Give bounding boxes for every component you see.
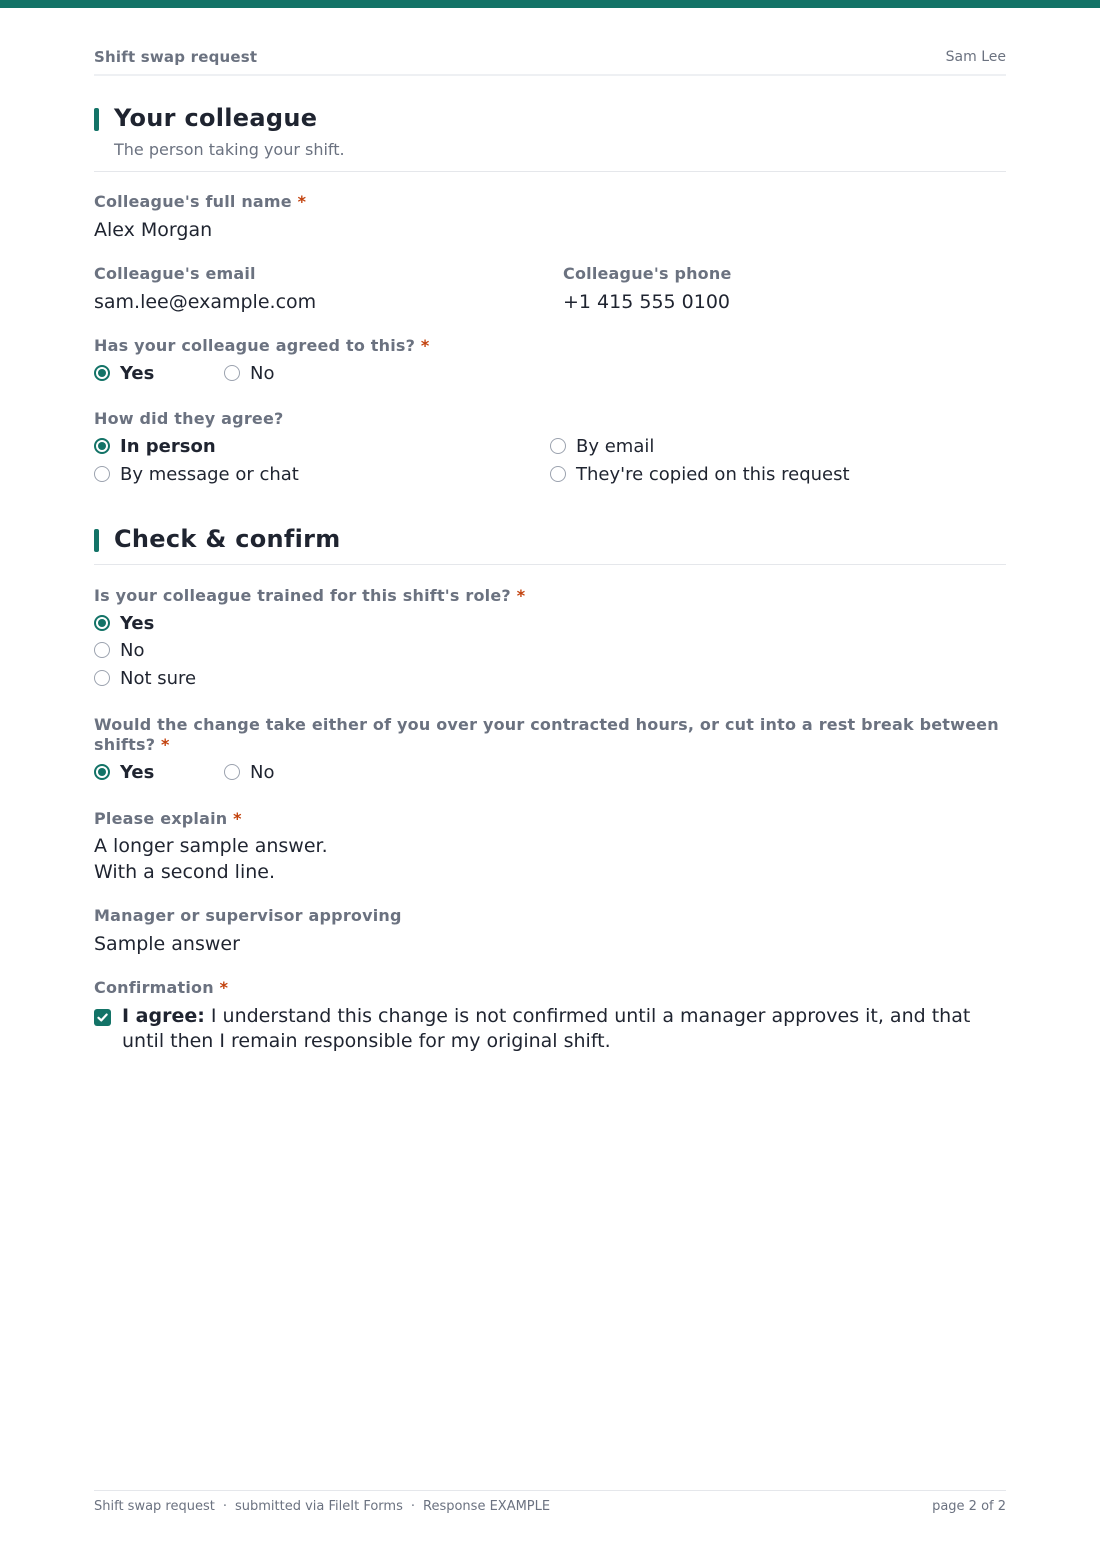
how-option-copied[interactable]: They're copied on this request: [550, 463, 850, 485]
hours-label: Would the change take either of you over your contracted hours, or cut into a rest break between shifts? *: [94, 715, 999, 754]
radio-empty-icon: [94, 670, 110, 686]
explain-label: Please explain *: [94, 809, 242, 828]
explain-value-line-1: A longer sample answer.: [94, 835, 328, 857]
radio-selected-icon: [94, 438, 110, 454]
radio-selected-icon: [94, 365, 110, 381]
colleague-email-value: sam.lee@example.com: [94, 291, 317, 313]
radio-selected-icon: [94, 615, 110, 631]
how-option-by-email[interactable]: By email: [550, 435, 654, 457]
agreed-option-yes[interactable]: Yes: [94, 362, 154, 384]
page-footer: [94, 1490, 1006, 1520]
how-agree-label: How did they agree?: [94, 409, 284, 428]
how-option-in-person[interactable]: In person: [94, 435, 216, 457]
section-accent-bar: [94, 529, 99, 552]
manager-label: Manager or supervisor approving: [94, 906, 402, 925]
section-your-colleague: [94, 104, 1006, 172]
explain-value-line-2: With a second line.: [94, 861, 275, 883]
manager-value: Sample answer: [94, 933, 240, 955]
confirmation-label: Confirmation *: [94, 978, 229, 997]
section-heading: Check & confirm: [114, 525, 341, 553]
colleague-phone-label: Colleague's phone: [563, 264, 732, 283]
agree-statement: I agree: I understand this change is not confirmed until a manager approves it, and that until then I remain responsible for my original shift.: [122, 1005, 971, 1052]
trained-option-yes[interactable]: Yes: [94, 612, 154, 634]
page-number: page 2 of 2: [932, 1499, 1006, 1514]
colleague-name-label: Colleague's full name *: [94, 192, 307, 211]
colleague-phone-value: +1 415 555 0100: [563, 291, 731, 313]
agreed-label: Has your colleague agreed to this? *: [94, 336, 430, 355]
respondent-name: Sam Lee: [945, 49, 1006, 65]
section-heading: Your colleague: [114, 104, 318, 132]
how-option-message[interactable]: By message or chat: [94, 463, 299, 485]
radio-empty-icon: [224, 365, 240, 381]
trained-label: Is your colleague trained for this shift's role? *: [94, 586, 526, 605]
page-header: [94, 48, 1006, 76]
form-title: Shift swap request: [94, 48, 258, 66]
radio-empty-icon: [550, 438, 566, 454]
hours-option-yes[interactable]: Yes: [94, 761, 154, 783]
radio-empty-icon: [94, 466, 110, 482]
agree-checkbox[interactable]: [94, 1009, 111, 1026]
colleague-name-value: Alex Morgan: [94, 219, 213, 241]
colleague-email-label: Colleague's email: [94, 264, 256, 283]
check-icon: [96, 1011, 109, 1024]
trained-option-not-sure[interactable]: Not sure: [94, 667, 196, 689]
radio-empty-icon: [94, 642, 110, 658]
agreed-option-no[interactable]: No: [224, 362, 274, 384]
section-check-confirm: [94, 525, 1006, 565]
hours-option-no[interactable]: No: [224, 761, 274, 783]
footer-info: Shift swap request · submitted via FileIt Forms · Response EXAMPLE: [94, 1499, 551, 1514]
section-accent-bar: [94, 108, 99, 131]
radio-selected-icon: [94, 764, 110, 780]
section-subheading: The person taking your shift.: [114, 140, 345, 159]
top-accent-bar: [0, 0, 1100, 8]
radio-empty-icon: [550, 466, 566, 482]
radio-empty-icon: [224, 764, 240, 780]
trained-option-no[interactable]: No: [94, 639, 144, 661]
